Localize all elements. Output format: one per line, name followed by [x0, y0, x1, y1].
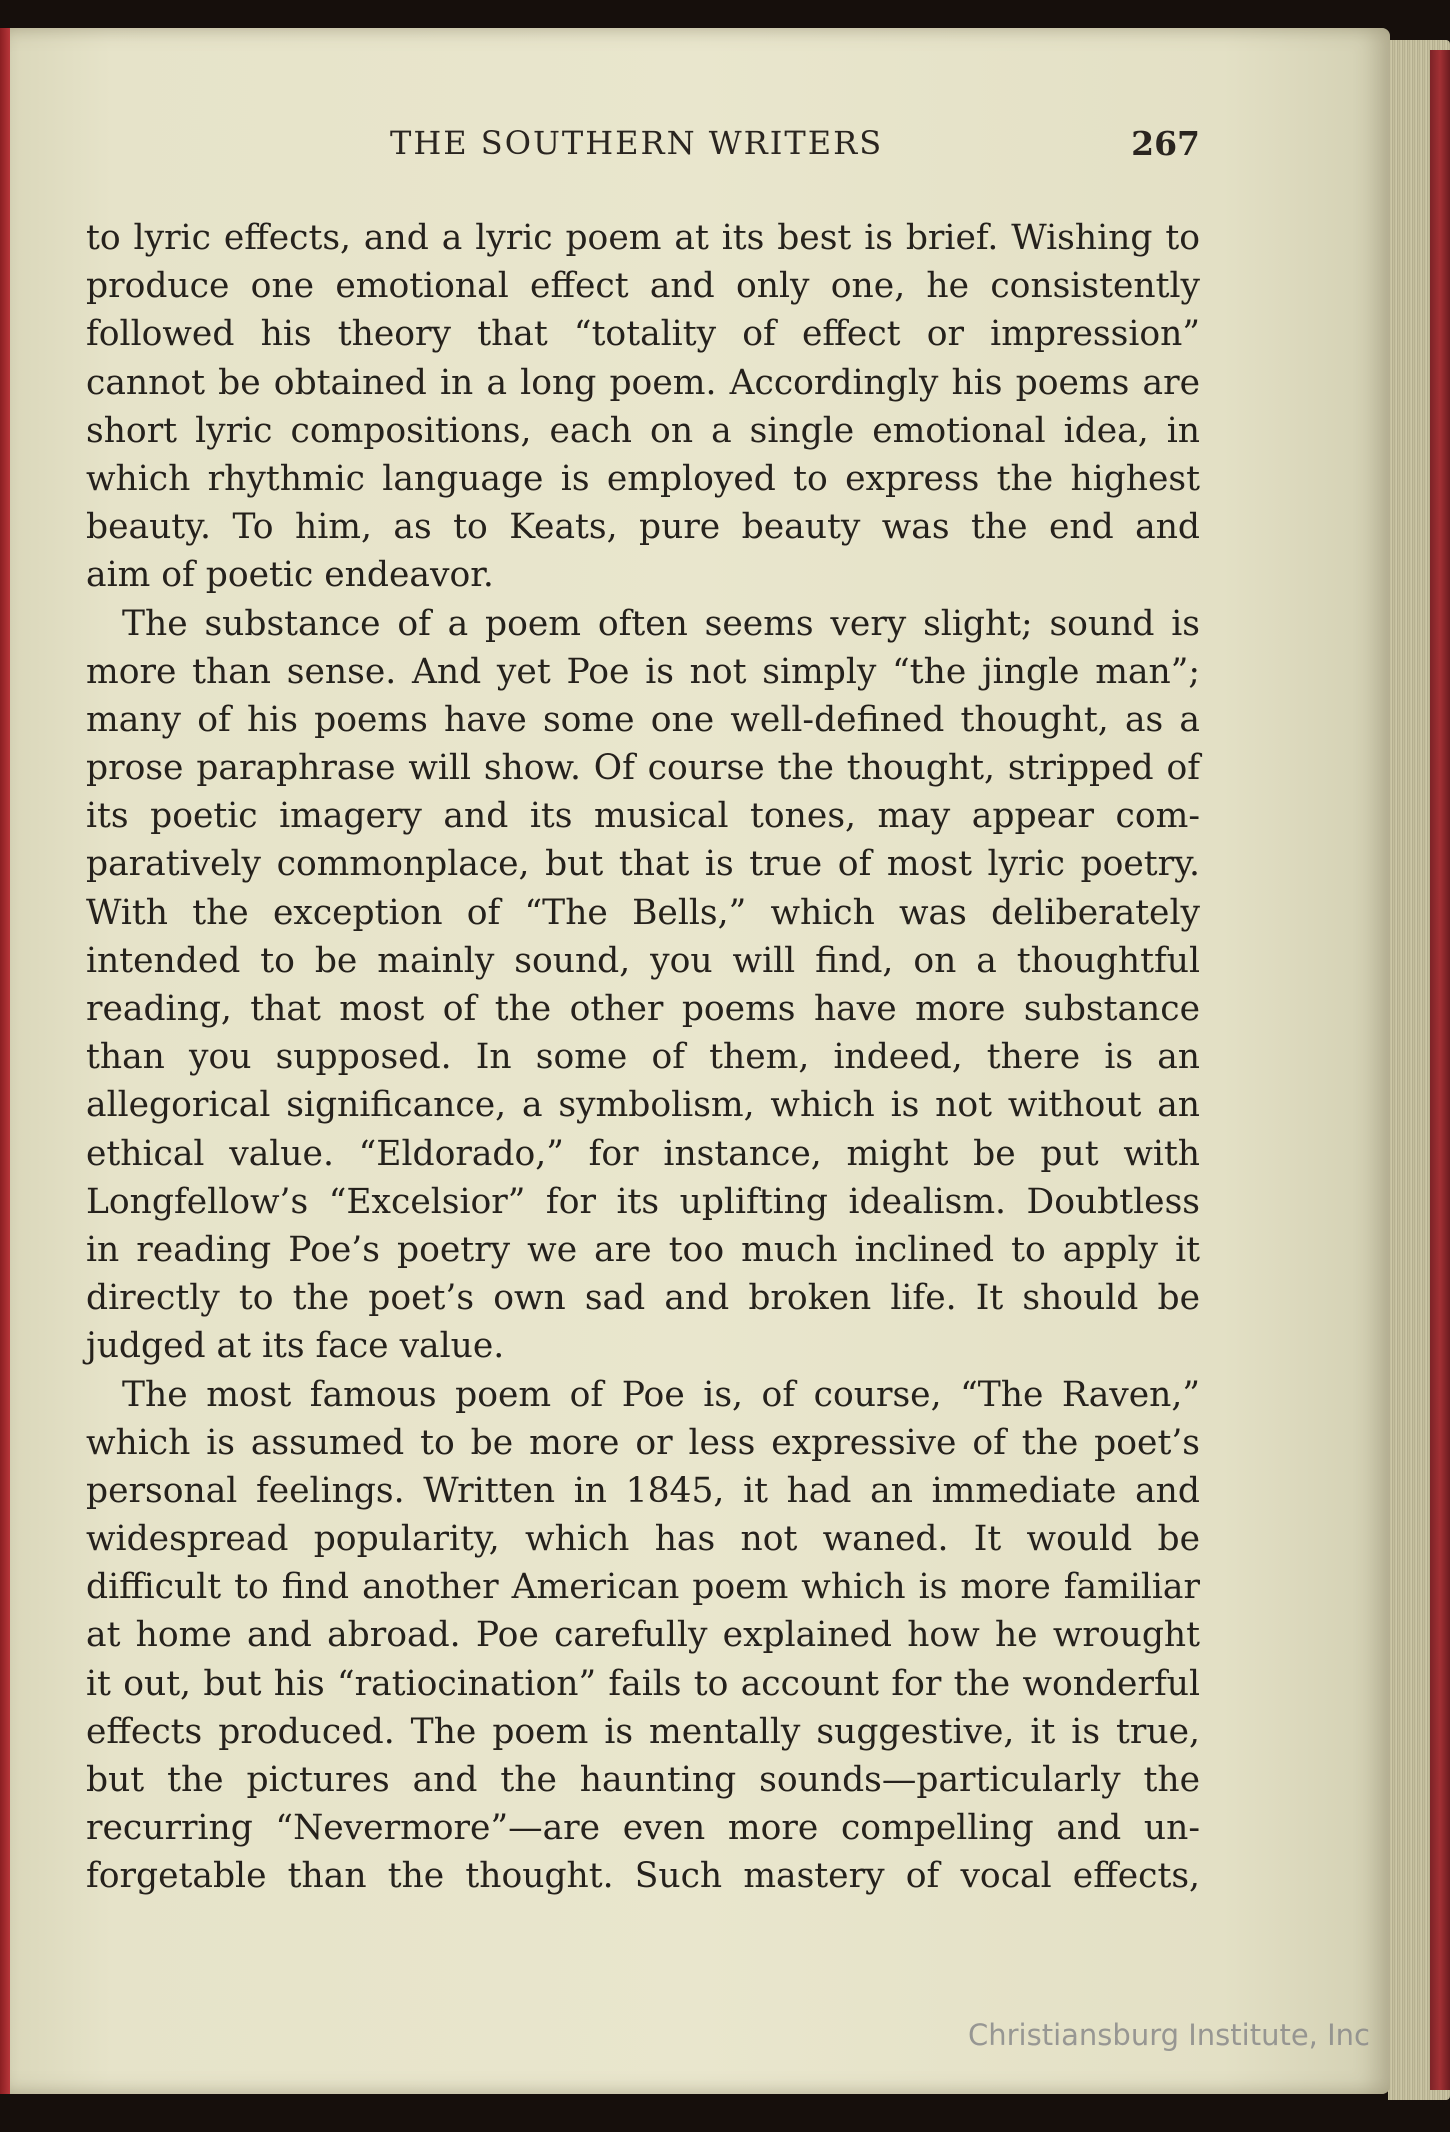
text-line: followed his theory that “totality of effect or impression”: [86, 314, 1200, 355]
text-line: forgetable than the thought. Such mastery of vocal effects,: [86, 1856, 1200, 1897]
text-line: beauty. To him, as to Keats, pure beauty was the end and: [86, 507, 1200, 548]
text-line: recurring “Nevermore”—are even more compelling and un-: [86, 1808, 1200, 1849]
text-line: it out, but his “ratiocination” fails to account for the wonderful: [86, 1663, 1200, 1704]
paragraph-start: The substance of a poem often seems very slight; sound is: [122, 603, 1200, 644]
text-line: more than sense. And yet Poe is not simply “the jingle man”;: [86, 651, 1200, 692]
text-line: its poetic imagery and its musical tones, may appear com-: [86, 796, 1200, 837]
watermark: Christiansburg Institute, Inc: [968, 2018, 1370, 2052]
text-line: to lyric effects, and a lyric poem at its best is brief. Wishing to: [86, 218, 1200, 258]
text-line: paratively commonplace, but that is true of most lyric poetry.: [86, 844, 1200, 885]
book-cover-edge: [0, 28, 10, 2094]
text-line: ethical value. “Eldorado,” for instance, might be put with: [86, 1133, 1200, 1174]
book-binding: [1430, 50, 1450, 2090]
text-line: in reading Poe’s poetry we are too much inclined to apply it: [86, 1229, 1200, 1270]
paragraph-start: The most famous poem of Poe is, of course, “The Raven,”: [122, 1374, 1200, 1415]
text-line: personal feelings. Written in 1845, it had an immediate and: [86, 1470, 1200, 1511]
text-line: which is assumed to be more or less expressive of the poet’s: [86, 1422, 1200, 1463]
text-line: cannot be obtained in a long poem. Accordingly his poems are: [86, 362, 1200, 403]
page-number: 267: [1131, 124, 1200, 163]
text-line: difficult to find another American poem which is more familiar: [86, 1567, 1200, 1608]
text-line: at home and abroad. Poe carefully explained how he wrought: [86, 1615, 1200, 1656]
text-line: intended to be mainly sound, you will find, on a thoughtful: [86, 940, 1200, 981]
text-line: but the pictures and the haunting sounds—particularly the: [86, 1760, 1200, 1800]
text-line: prose paraphrase will show. Of course the thought, stripped of: [86, 748, 1200, 789]
text-line: directly to the poet’s own sad and broken life. It should be: [86, 1278, 1200, 1319]
body-text: [86, 214, 1200, 1901]
page-header: [90, 124, 1200, 174]
text-line: judged at its face value.: [86, 1326, 505, 1367]
text-line: produce one emotional effect and only one, he consistently: [86, 266, 1200, 307]
text-line: than you supposed. In some of them, indeed, there is an: [86, 1037, 1200, 1078]
text-line: allegorical significance, a symbolism, which is not without an: [86, 1085, 1200, 1126]
text-line: which rhythmic language is employed to express the highest: [86, 458, 1200, 499]
text-line: short lyric compositions, each on a single emotional idea, in: [86, 410, 1200, 451]
text-line: With the exception of “The Bells,” which was deliberately: [86, 892, 1200, 933]
text-line: Longfellow’s “Excelsior” for its uplifting idealism. Doubtless: [86, 1181, 1200, 1222]
text-line: widespread popularity, which has not waned. It would be: [86, 1519, 1200, 1560]
running-head: THE SOUTHERN WRITERS: [390, 124, 884, 162]
text-line: many of his poems have some one well-defined thought, as a: [86, 699, 1200, 740]
text-line: reading, that most of the other poems have more substance: [86, 989, 1200, 1029]
text-line: effects produced. The poem is mentally suggestive, it is true,: [86, 1711, 1200, 1752]
text-line: aim of poetic endeavor.: [86, 555, 494, 596]
